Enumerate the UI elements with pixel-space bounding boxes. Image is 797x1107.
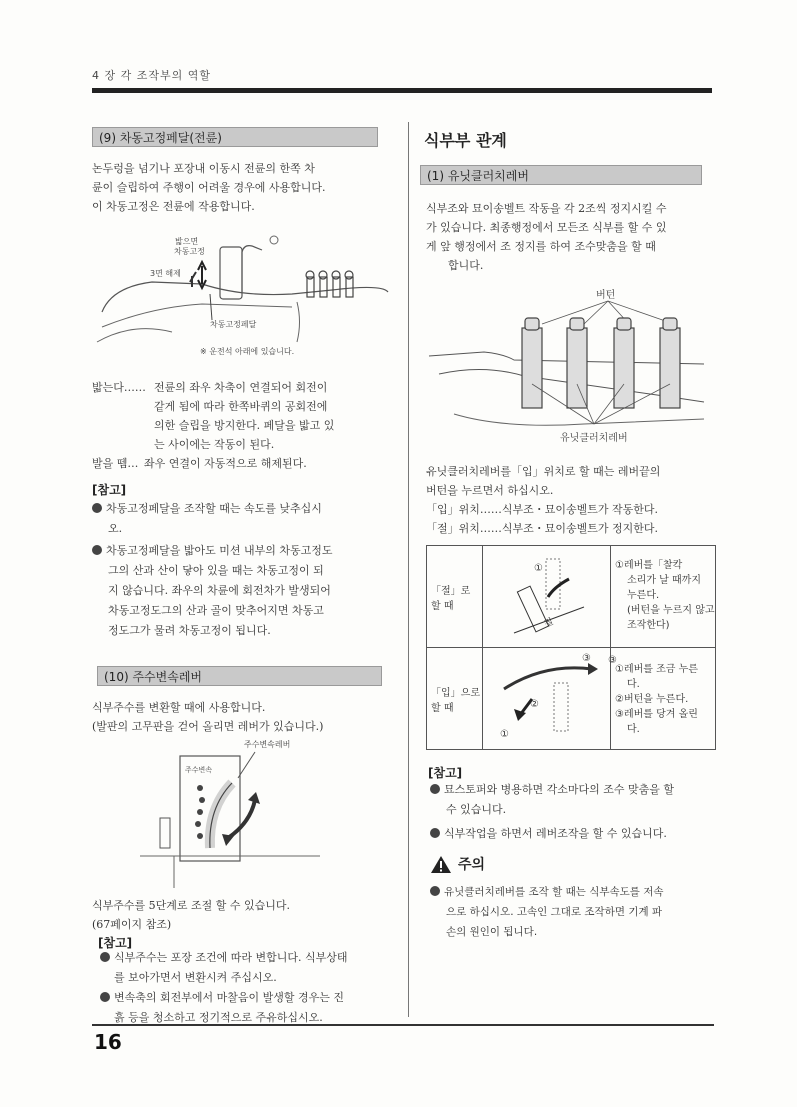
warning-icon bbox=[430, 855, 452, 874]
text-line: 식부작업을 하면서 레버조작을 할 수 있습니다. bbox=[444, 827, 667, 840]
header-rule bbox=[92, 88, 712, 93]
text-line: 이 차동고정은 전륜에 작용합니다. bbox=[92, 200, 255, 213]
text-line: 그의 산과 산이 닿아 있을 때는 차동고정이 되 bbox=[108, 564, 324, 577]
text-line: 유닛클러치레버를「입」위치로 할 때는 레버끝의 bbox=[426, 465, 661, 478]
page-number: 16 bbox=[94, 1030, 122, 1054]
section-9-paragraph bbox=[92, 159, 392, 216]
bullet-icon bbox=[100, 952, 110, 962]
fig-on-label: 입 bbox=[484, 649, 485, 650]
fig-label-lever: 주수변속레버 bbox=[244, 740, 291, 749]
text-line: 차동고정페달을 밟아도 미션 내부의 차동고정도 bbox=[106, 544, 333, 557]
text-line: 손의 원인이 됩니다. bbox=[446, 926, 538, 938]
section-10-title: (10) 주수변속레버 bbox=[97, 666, 382, 686]
text-line: 「절」로 bbox=[431, 585, 471, 597]
fig-label-press: 밟으면 bbox=[175, 237, 199, 246]
fig-off-label: 절 bbox=[543, 616, 556, 630]
text-line: 버턴을 누르면서 하십시오. bbox=[426, 484, 554, 497]
text-line: 누른다. bbox=[627, 590, 660, 601]
fig-label-button: 버턴 bbox=[596, 290, 616, 301]
text-line: ①레버를「찰칵 bbox=[615, 560, 683, 571]
note-heading: [참고] bbox=[92, 483, 127, 497]
desc-key: 발을 뗌… bbox=[92, 457, 139, 470]
text-line: 할 때 bbox=[431, 600, 454, 612]
desc-key: 밟는다…… bbox=[92, 381, 146, 394]
text-line: 다. bbox=[627, 724, 640, 735]
note-item bbox=[430, 824, 720, 844]
fig-label-lock: 차동고정 bbox=[174, 247, 205, 256]
note-item bbox=[100, 988, 400, 1028]
text-line: (버턴을 누르지 않고 bbox=[627, 605, 715, 616]
text-line: 륜이 슬립하여 주행이 어려울 경우에 사용합니다. bbox=[92, 181, 326, 194]
table-row bbox=[427, 648, 716, 750]
speed-lever-figure bbox=[140, 738, 320, 893]
column-divider bbox=[408, 122, 409, 1017]
row-figure bbox=[483, 648, 617, 750]
text-line: 논두렁을 넘기나 포장내 이동시 전륜의 한쪽 차 bbox=[92, 162, 315, 175]
text-line: 흙 등을 청소하고 정기적으로 주유하십시오. bbox=[114, 1011, 323, 1024]
fig-label-release: 3면 해제 bbox=[150, 269, 181, 278]
note-list bbox=[100, 948, 400, 1028]
text-line: 식부주수를 변환할 때에 사용합니다. bbox=[92, 701, 266, 714]
text-line: 차동고정페달을 조작할 때는 속도를 낮추십시 bbox=[106, 502, 322, 515]
fig-label-unit-lever: 유닛클러치레버 bbox=[560, 433, 628, 444]
unit-clutch-figure bbox=[424, 284, 714, 454]
section-1-description bbox=[426, 462, 721, 538]
caution-title: 주의 bbox=[458, 857, 486, 873]
note-item bbox=[92, 499, 392, 539]
svg-text:①: ① bbox=[534, 563, 543, 574]
svg-text:②: ② bbox=[530, 699, 539, 710]
operation-table bbox=[426, 545, 716, 750]
row-figure bbox=[483, 546, 611, 648]
text-line: 게 앞 행정에서 조 정지를 하여 조수맞춤을 할 때 bbox=[426, 240, 656, 253]
caution-heading bbox=[430, 854, 485, 874]
text-line: 오. bbox=[108, 522, 123, 535]
text-line: 다. bbox=[627, 679, 640, 690]
text-line: 수 있습니다. bbox=[446, 803, 507, 816]
text-line: 식부주수를 5단계로 조절 할 수 있습니다. bbox=[92, 899, 290, 912]
text-line: (발판의 고무판을 걷어 올리면 레버가 있습니다.) bbox=[92, 720, 324, 733]
fig-label-speed: 주수변속 bbox=[185, 766, 213, 774]
text-line: 지 않습니다. 좌우의 차륜에 회전차가 발생되어 bbox=[108, 584, 331, 597]
text-line: 식부주수는 포장 조건에 따라 변합니다. 식부상태 bbox=[114, 951, 348, 964]
text-line: 좌우 연결이 자동적으로 해제된다. bbox=[144, 457, 307, 470]
text-line: 유닛클러치레버를 조작 할 때는 식부속도를 저속 bbox=[444, 886, 664, 898]
section-10-paragraph bbox=[92, 698, 392, 736]
chapter-header: 4 장 각 조작부의 역할 bbox=[92, 69, 211, 82]
text-line: 차동고정도그의 산과 골이 맞추어지면 차동고 bbox=[108, 604, 324, 617]
fig-note: ※ 운전석 아래에 있습니다. bbox=[200, 347, 295, 356]
text-line: 「절」위치……식부조・묘이송벨트가 정지한다. bbox=[426, 522, 659, 535]
section-9-title: (9) 차동고정페달(전륜) bbox=[92, 127, 378, 147]
note-item bbox=[100, 948, 400, 988]
note-list bbox=[430, 780, 720, 844]
bullet-icon bbox=[92, 503, 102, 513]
text-line: 할 때 bbox=[431, 702, 454, 714]
text-line: 를 보아가면서 변환시켜 주십시오. bbox=[114, 971, 277, 984]
text-line: 조작한다) bbox=[627, 620, 670, 631]
text-line: 전륜의 좌우 차축이 연결되어 회전이 bbox=[154, 381, 328, 394]
row-label bbox=[427, 648, 483, 750]
text-line: 소리가 날 때까지 bbox=[627, 575, 701, 586]
text-line: 변속축의 회전부에서 마찰음이 발생할 경우는 진 bbox=[114, 991, 345, 1004]
text-line: 「입」위치……식부조・묘이송벨트가 작동한다. bbox=[426, 503, 659, 516]
svg-text:①: ① bbox=[500, 729, 509, 740]
svg-text:③: ③ bbox=[582, 653, 591, 664]
text-line: 합니다. bbox=[448, 259, 484, 272]
lever-off-illustration bbox=[484, 547, 604, 643]
table-row bbox=[427, 546, 716, 648]
note-list bbox=[92, 499, 392, 641]
right-heading: 식부부 관계 bbox=[424, 131, 507, 150]
text-line: 정도그가 물려 차동고정이 됩니다. bbox=[108, 624, 271, 637]
footer-rule bbox=[92, 1024, 714, 1026]
text-line: 「입」으로 bbox=[431, 687, 480, 699]
text-line: 으로 하십시오. 고속인 그대로 조작하면 기계 파 bbox=[446, 906, 663, 918]
fig-label-pedal: 차동고정페달 bbox=[210, 320, 257, 329]
caution-list bbox=[430, 882, 722, 942]
text-line: ②버턴을 누른다. bbox=[615, 694, 689, 705]
bullet-icon bbox=[430, 886, 440, 896]
section-9-description bbox=[92, 378, 392, 473]
bullet-icon bbox=[430, 784, 440, 794]
bullet-icon bbox=[100, 992, 110, 1002]
row-steps bbox=[611, 648, 716, 750]
section-1-paragraph bbox=[426, 199, 716, 275]
note-heading: [참고] bbox=[98, 936, 133, 950]
note-item bbox=[430, 780, 720, 820]
note-item bbox=[92, 541, 392, 641]
section-10-after bbox=[92, 896, 392, 934]
bullet-icon bbox=[430, 828, 440, 838]
diff-lock-pedal-figure bbox=[92, 232, 392, 362]
text-line: 의한 슬립을 방지한다. 페달을 밟고 있 bbox=[154, 419, 335, 432]
text-line: 같게 됨에 따라 한쪽바퀴의 공회전에 bbox=[154, 400, 328, 413]
row-label bbox=[427, 546, 483, 648]
svg-text:③: ③ bbox=[608, 655, 617, 666]
text-line: 가 있습니다. 최종행정에서 모든조 식부를 할 수 있 bbox=[426, 221, 667, 234]
text-line: ①레버를 조금 누른 bbox=[615, 664, 698, 675]
text-line: 묘스토퍼와 병용하면 각소마다의 조수 맞춤을 할 bbox=[444, 783, 675, 796]
text-line: ③레버를 당겨 올린 bbox=[615, 709, 698, 720]
bullet-icon bbox=[92, 545, 102, 555]
text-line: 식부조와 묘이송벨트 작동을 각 2조씩 정지시킬 수 bbox=[426, 202, 667, 215]
text-line: (67페이지 참조) bbox=[92, 918, 172, 931]
note-heading: [참고] bbox=[428, 766, 463, 780]
text-line: 는 사이에는 작동이 된다. bbox=[154, 438, 275, 451]
lever-on-illustration bbox=[484, 649, 617, 745]
section-1-title: (1) 유닛클러치레버 bbox=[420, 165, 702, 185]
row-steps bbox=[611, 546, 716, 648]
